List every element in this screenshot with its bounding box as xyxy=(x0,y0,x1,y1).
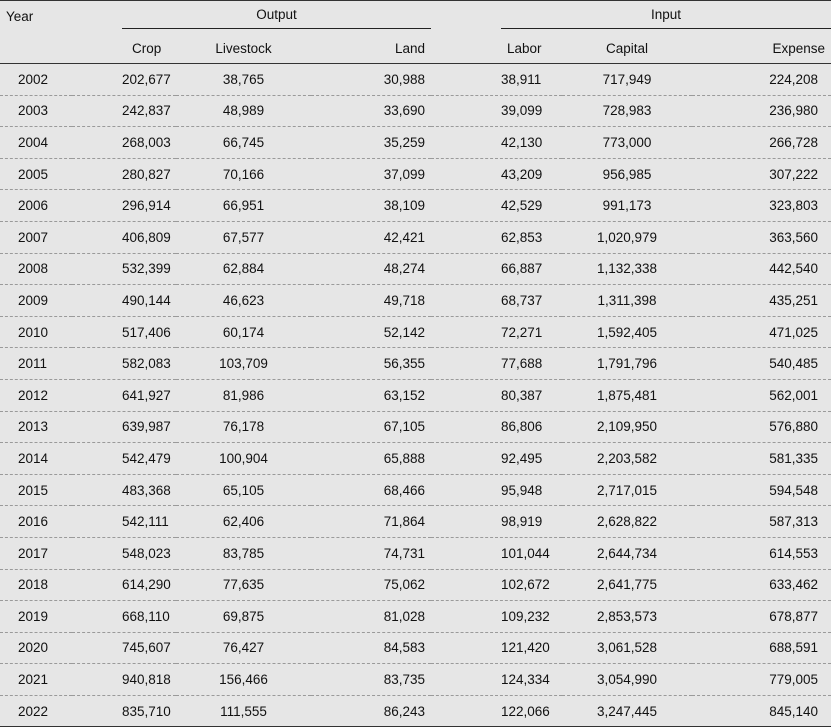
cell-expense: 688,591 xyxy=(692,632,831,664)
cell-livestock: 48,989 xyxy=(176,95,311,127)
cell-land: 83,735 xyxy=(311,664,431,696)
cell-livestock: 65,105 xyxy=(176,474,311,506)
cell-year: 2017 xyxy=(0,537,72,569)
cell-land: 56,355 xyxy=(311,348,431,380)
table-row xyxy=(0,474,831,506)
cell-crop: 582,083 xyxy=(72,348,176,380)
header-crop: Crop xyxy=(132,41,162,56)
cell-land: 35,259 xyxy=(311,127,431,159)
cell-labor: 77,688 xyxy=(431,348,562,380)
table-row xyxy=(0,221,831,253)
cell-crop: 296,914 xyxy=(72,190,176,222)
cell-year: 2013 xyxy=(0,411,72,443)
cell-expense: 266,728 xyxy=(692,127,831,159)
cell-land: 33,690 xyxy=(311,95,431,127)
cell-expense: 594,548 xyxy=(692,474,831,506)
cell-labor: 80,387 xyxy=(431,379,562,411)
cell-livestock: 69,875 xyxy=(176,601,311,633)
cell-year: 2022 xyxy=(0,695,72,727)
cell-crop: 406,809 xyxy=(72,221,176,253)
cell-expense: 678,877 xyxy=(692,601,831,633)
table-row xyxy=(0,95,831,127)
cell-livestock: 62,884 xyxy=(176,253,311,285)
cell-labor: 102,672 xyxy=(431,569,562,601)
table-row xyxy=(0,632,831,664)
cell-year: 2003 xyxy=(0,95,72,127)
cell-expense: 236,980 xyxy=(692,95,831,127)
cell-land: 42,421 xyxy=(311,221,431,253)
cell-crop: 542,479 xyxy=(72,443,176,475)
header-land: Land xyxy=(394,41,426,56)
cell-crop: 202,677 xyxy=(72,64,176,96)
cell-capital: 1,592,405 xyxy=(562,316,692,348)
cell-labor: 62,853 xyxy=(431,221,562,253)
cell-crop: 517,406 xyxy=(72,316,176,348)
cell-livestock: 38,765 xyxy=(176,64,311,96)
header-year: Year xyxy=(0,1,72,64)
cell-land: 65,888 xyxy=(311,443,431,475)
cell-crop: 280,827 xyxy=(72,158,176,190)
cell-expense: 779,005 xyxy=(692,664,831,696)
cell-livestock: 66,745 xyxy=(176,127,311,159)
cell-labor: 42,130 xyxy=(431,127,562,159)
cell-capital: 2,644,734 xyxy=(562,537,692,569)
table-row xyxy=(0,695,831,727)
cell-capital: 2,641,775 xyxy=(562,569,692,601)
header-livestock: Livestock xyxy=(215,41,272,56)
cell-land: 38,109 xyxy=(311,190,431,222)
cell-year: 2004 xyxy=(0,127,72,159)
cell-year: 2014 xyxy=(0,443,72,475)
cell-year: 2015 xyxy=(0,474,72,506)
cell-crop: 490,144 xyxy=(72,285,176,317)
header-input-group xyxy=(431,1,831,35)
cell-expense: 562,001 xyxy=(692,379,831,411)
table-row xyxy=(0,127,831,159)
cell-land: 84,583 xyxy=(311,632,431,664)
table-row xyxy=(0,253,831,285)
cell-crop: 542,111 xyxy=(72,506,176,538)
cell-labor: 98,919 xyxy=(431,506,562,538)
cell-year: 2005 xyxy=(0,158,72,190)
cell-land: 30,988 xyxy=(311,64,431,96)
cell-capital: 1,875,481 xyxy=(562,379,692,411)
cell-labor: 68,737 xyxy=(431,285,562,317)
table-row xyxy=(0,664,831,696)
cell-crop: 835,710 xyxy=(72,695,176,727)
table-row xyxy=(0,443,831,475)
cell-year: 2011 xyxy=(0,348,72,380)
cell-capital: 1,791,796 xyxy=(562,348,692,380)
cell-capital: 956,985 xyxy=(562,158,692,190)
output-group-label: Output xyxy=(122,7,431,29)
cell-livestock: 100,904 xyxy=(176,443,311,475)
cell-labor: 72,271 xyxy=(431,316,562,348)
cell-crop: 268,003 xyxy=(72,127,176,159)
cell-livestock: 62,406 xyxy=(176,506,311,538)
cell-labor: 101,044 xyxy=(431,537,562,569)
cell-labor: 124,334 xyxy=(431,664,562,696)
cell-year: 2021 xyxy=(0,664,72,696)
cell-labor: 109,232 xyxy=(431,601,562,633)
cell-labor: 121,420 xyxy=(431,632,562,664)
table-row xyxy=(0,190,831,222)
cell-capital: 2,628,822 xyxy=(562,506,692,538)
table-header xyxy=(0,1,831,64)
cell-expense: 435,251 xyxy=(692,285,831,317)
cell-livestock: 76,178 xyxy=(176,411,311,443)
cell-crop: 668,110 xyxy=(72,601,176,633)
cell-land: 52,142 xyxy=(311,316,431,348)
cell-livestock: 66,951 xyxy=(176,190,311,222)
cell-capital: 2,203,582 xyxy=(562,443,692,475)
cell-land: 49,718 xyxy=(311,285,431,317)
cell-labor: 39,099 xyxy=(431,95,562,127)
cell-livestock: 76,427 xyxy=(176,632,311,664)
cell-expense: 471,025 xyxy=(692,316,831,348)
cell-year: 2002 xyxy=(0,64,72,96)
cell-labor: 92,495 xyxy=(431,443,562,475)
cell-livestock: 111,555 xyxy=(176,695,311,727)
cell-year: 2012 xyxy=(0,379,72,411)
cell-livestock: 70,166 xyxy=(176,158,311,190)
cell-expense: 442,540 xyxy=(692,253,831,285)
cell-land: 75,062 xyxy=(311,569,431,601)
cell-labor: 42,529 xyxy=(431,190,562,222)
cell-capital: 3,054,990 xyxy=(562,664,692,696)
header-row-columns xyxy=(0,34,831,64)
cell-expense: 581,335 xyxy=(692,443,831,475)
cell-labor: 66,887 xyxy=(431,253,562,285)
cell-crop: 242,837 xyxy=(72,95,176,127)
table-row xyxy=(0,379,831,411)
cell-livestock: 60,174 xyxy=(176,316,311,348)
cell-livestock: 67,577 xyxy=(176,221,311,253)
cell-land: 37,099 xyxy=(311,158,431,190)
table-row xyxy=(0,64,831,96)
cell-year: 2020 xyxy=(0,632,72,664)
cell-livestock: 83,785 xyxy=(176,537,311,569)
cell-expense: 633,462 xyxy=(692,569,831,601)
cell-land: 63,152 xyxy=(311,379,431,411)
header-output-group xyxy=(72,1,431,35)
cell-livestock: 156,466 xyxy=(176,664,311,696)
cell-crop: 641,927 xyxy=(72,379,176,411)
cell-labor: 86,806 xyxy=(431,411,562,443)
cell-capital: 2,717,015 xyxy=(562,474,692,506)
cell-crop: 745,607 xyxy=(72,632,176,664)
cell-expense: 587,313 xyxy=(692,506,831,538)
cell-land: 74,731 xyxy=(311,537,431,569)
cell-capital: 2,109,950 xyxy=(562,411,692,443)
cell-year: 2006 xyxy=(0,190,72,222)
cell-year: 2018 xyxy=(0,569,72,601)
header-labor: Labor xyxy=(507,41,542,56)
cell-year: 2019 xyxy=(0,601,72,633)
cell-year: 2009 xyxy=(0,285,72,317)
header-expense: Expense xyxy=(772,41,826,56)
cell-expense: 845,140 xyxy=(692,695,831,727)
cell-livestock: 77,635 xyxy=(176,569,311,601)
table-row xyxy=(0,537,831,569)
header-row-groups xyxy=(0,1,831,35)
cell-capital: 1,020,979 xyxy=(562,221,692,253)
cell-land: 81,028 xyxy=(311,601,431,633)
table-row xyxy=(0,348,831,380)
cell-year: 2007 xyxy=(0,221,72,253)
cell-year: 2010 xyxy=(0,316,72,348)
cell-expense: 614,553 xyxy=(692,537,831,569)
cell-crop: 483,368 xyxy=(72,474,176,506)
cell-year: 2016 xyxy=(0,506,72,538)
table-row xyxy=(0,411,831,443)
cell-expense: 224,208 xyxy=(692,64,831,96)
cell-crop: 940,818 xyxy=(72,664,176,696)
cell-livestock: 103,709 xyxy=(176,348,311,380)
cell-labor: 43,209 xyxy=(431,158,562,190)
table-row xyxy=(0,569,831,601)
cell-expense: 576,880 xyxy=(692,411,831,443)
cell-labor: 95,948 xyxy=(431,474,562,506)
cell-expense: 540,485 xyxy=(692,348,831,380)
table-row xyxy=(0,601,831,633)
cell-capital: 991,173 xyxy=(562,190,692,222)
cell-livestock: 81,986 xyxy=(176,379,311,411)
cell-year: 2008 xyxy=(0,253,72,285)
cell-expense: 323,803 xyxy=(692,190,831,222)
cell-crop: 614,290 xyxy=(72,569,176,601)
table-row xyxy=(0,285,831,317)
table-body xyxy=(0,64,831,727)
table-row xyxy=(0,506,831,538)
cell-expense: 363,560 xyxy=(692,221,831,253)
cell-land: 48,274 xyxy=(311,253,431,285)
cell-expense: 307,222 xyxy=(692,158,831,190)
cell-capital: 3,061,528 xyxy=(562,632,692,664)
cell-labor: 122,066 xyxy=(431,695,562,727)
cell-labor: 38,911 xyxy=(431,64,562,96)
cell-capital: 773,000 xyxy=(562,127,692,159)
cell-land: 68,466 xyxy=(311,474,431,506)
cell-land: 71,864 xyxy=(311,506,431,538)
cell-land: 67,105 xyxy=(311,411,431,443)
cell-crop: 548,023 xyxy=(72,537,176,569)
cell-livestock: 46,623 xyxy=(176,285,311,317)
cell-capital: 3,247,445 xyxy=(562,695,692,727)
table-row xyxy=(0,316,831,348)
cell-crop: 639,987 xyxy=(72,411,176,443)
cell-capital: 717,949 xyxy=(562,64,692,96)
cell-capital: 1,311,398 xyxy=(562,285,692,317)
cell-capital: 2,853,573 xyxy=(562,601,692,633)
cell-capital: 728,983 xyxy=(562,95,692,127)
header-capital: Capital xyxy=(606,41,649,56)
input-group-label: Input xyxy=(501,7,831,29)
cell-capital: 1,132,338 xyxy=(562,253,692,285)
cell-land: 86,243 xyxy=(311,695,431,727)
cell-crop: 532,399 xyxy=(72,253,176,285)
table-row xyxy=(0,158,831,190)
